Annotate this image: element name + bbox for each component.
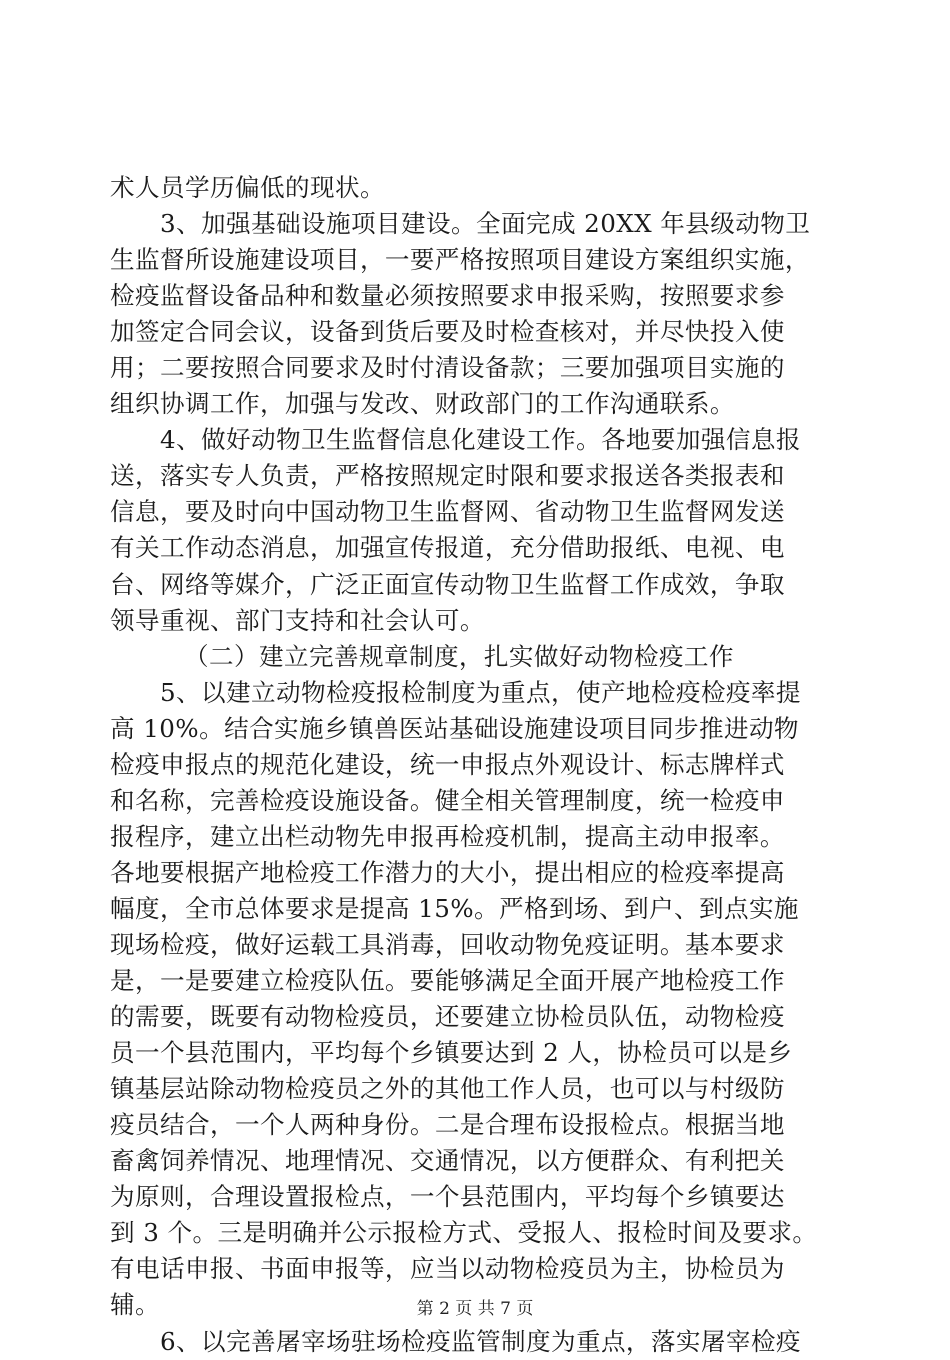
text-line: 3、加强基础设施项目建设。全面完成 20XX 年县级动物卫 [160, 209, 811, 239]
text-line: 畜禽饲养情况、地理情况、交通情况，以方便群众、有利把关 [110, 1146, 785, 1176]
text-line: 5、以建立动物检疫报检制度为重点，使产地检疫检疫率提 [160, 677, 801, 707]
text-line: 生监督所设施建设项目，一要严格按照项目建设方案组织实施， [110, 245, 810, 275]
text-line: 组织协调工作，加强与发改、财政部门的工作沟通联系。 [110, 389, 735, 419]
text-line: 到 3 个。三是明确并公示报检方式、受报人、报检时间及要求。 [110, 1218, 818, 1248]
text-line: 检疫申报点的规范化建设，统一申报点外观设计、标志牌样式 [110, 749, 785, 779]
text-line: 检疫监督设备品种和数量必须按照要求申报采购，按照要求参 [110, 281, 785, 311]
text-line: 辅。 [110, 1290, 160, 1320]
text-line: 有关工作动态消息，加强宣传报道，充分借助报纸、电视、电 [110, 533, 785, 563]
text-line: 6、以完善屠宰场驻场检疫监管制度为重点，落实屠宰检疫 [160, 1326, 801, 1356]
text-line: 4、做好动物卫生监督信息化建设工作。各地要加强信息报 [160, 425, 801, 455]
text-line: 各地要根据产地检疫工作潜力的大小，提出相应的检疫率提高 [110, 857, 785, 887]
text-line: 领导重视、部门支持和社会认可。 [110, 605, 485, 635]
section-heading: （二）建立完善规章制度，扎实做好动物检疫工作 [184, 641, 734, 671]
text-line: 用；二要按照合同要求及时付清设备款；三要加强项目实施的 [110, 353, 785, 383]
text-line: 镇基层站除动物检疫员之外的其他工作人员，也可以与村级防 [110, 1074, 785, 1104]
text-line: 幅度，全市总体要求是提高 15%。严格到场、到户、到点实施 [110, 893, 799, 923]
text-line: 送，落实专人负责，严格按照规定时限和要求报送各类报表和 [110, 461, 785, 491]
text-line: 和名称，完善检疫设施设备。健全相关管理制度，统一检疫申 [110, 785, 785, 815]
page-footer: 第 2 页 共 7 页 [416, 1299, 534, 1319]
text-line: 的需要，既要有动物检疫员，还要建立协检员队伍，动物检疫 [110, 1002, 785, 1032]
text-line: 员一个县范围内，平均每个乡镇要达到 2 人，协检员可以是乡 [110, 1038, 793, 1068]
text-line: 术人员学历偏低的现状。 [110, 173, 385, 202]
text-line: 报程序，建立出栏动物先申报再检疫机制，提高主动申报率。 [110, 821, 785, 851]
text-line: 加签定合同会议，设备到货后要及时检查核对，并尽快投入使 [110, 317, 785, 347]
text-line: 信息，要及时向中国动物卫生监督网、省动物卫生监督网发送 [110, 497, 785, 527]
text-line: 有电话申报、书面申报等，应当以动物检疫员为主，协检员为 [110, 1254, 785, 1284]
document-body [110, 170, 845, 1360]
text-line: 是，一是要建立检疫队伍。要能够满足全面开展产地检疫工作 [110, 966, 785, 996]
text-line: 疫员结合，一个人两种身份。二是合理布设报检点。根据当地 [110, 1110, 785, 1140]
text-line: 现场检疫，做好运载工具消毒，回收动物免疫证明。基本要求 [110, 929, 785, 959]
text-line: 为原则，合理设置报检点，一个县范围内，平均每个乡镇要达 [110, 1182, 785, 1212]
text-line: 台、网络等媒介，广泛正面宣传动物卫生监督工作成效，争取 [110, 569, 785, 599]
text-line: 高 10%。结合实施乡镇兽医站基础设施建设项目同步推进动物 [110, 713, 799, 743]
